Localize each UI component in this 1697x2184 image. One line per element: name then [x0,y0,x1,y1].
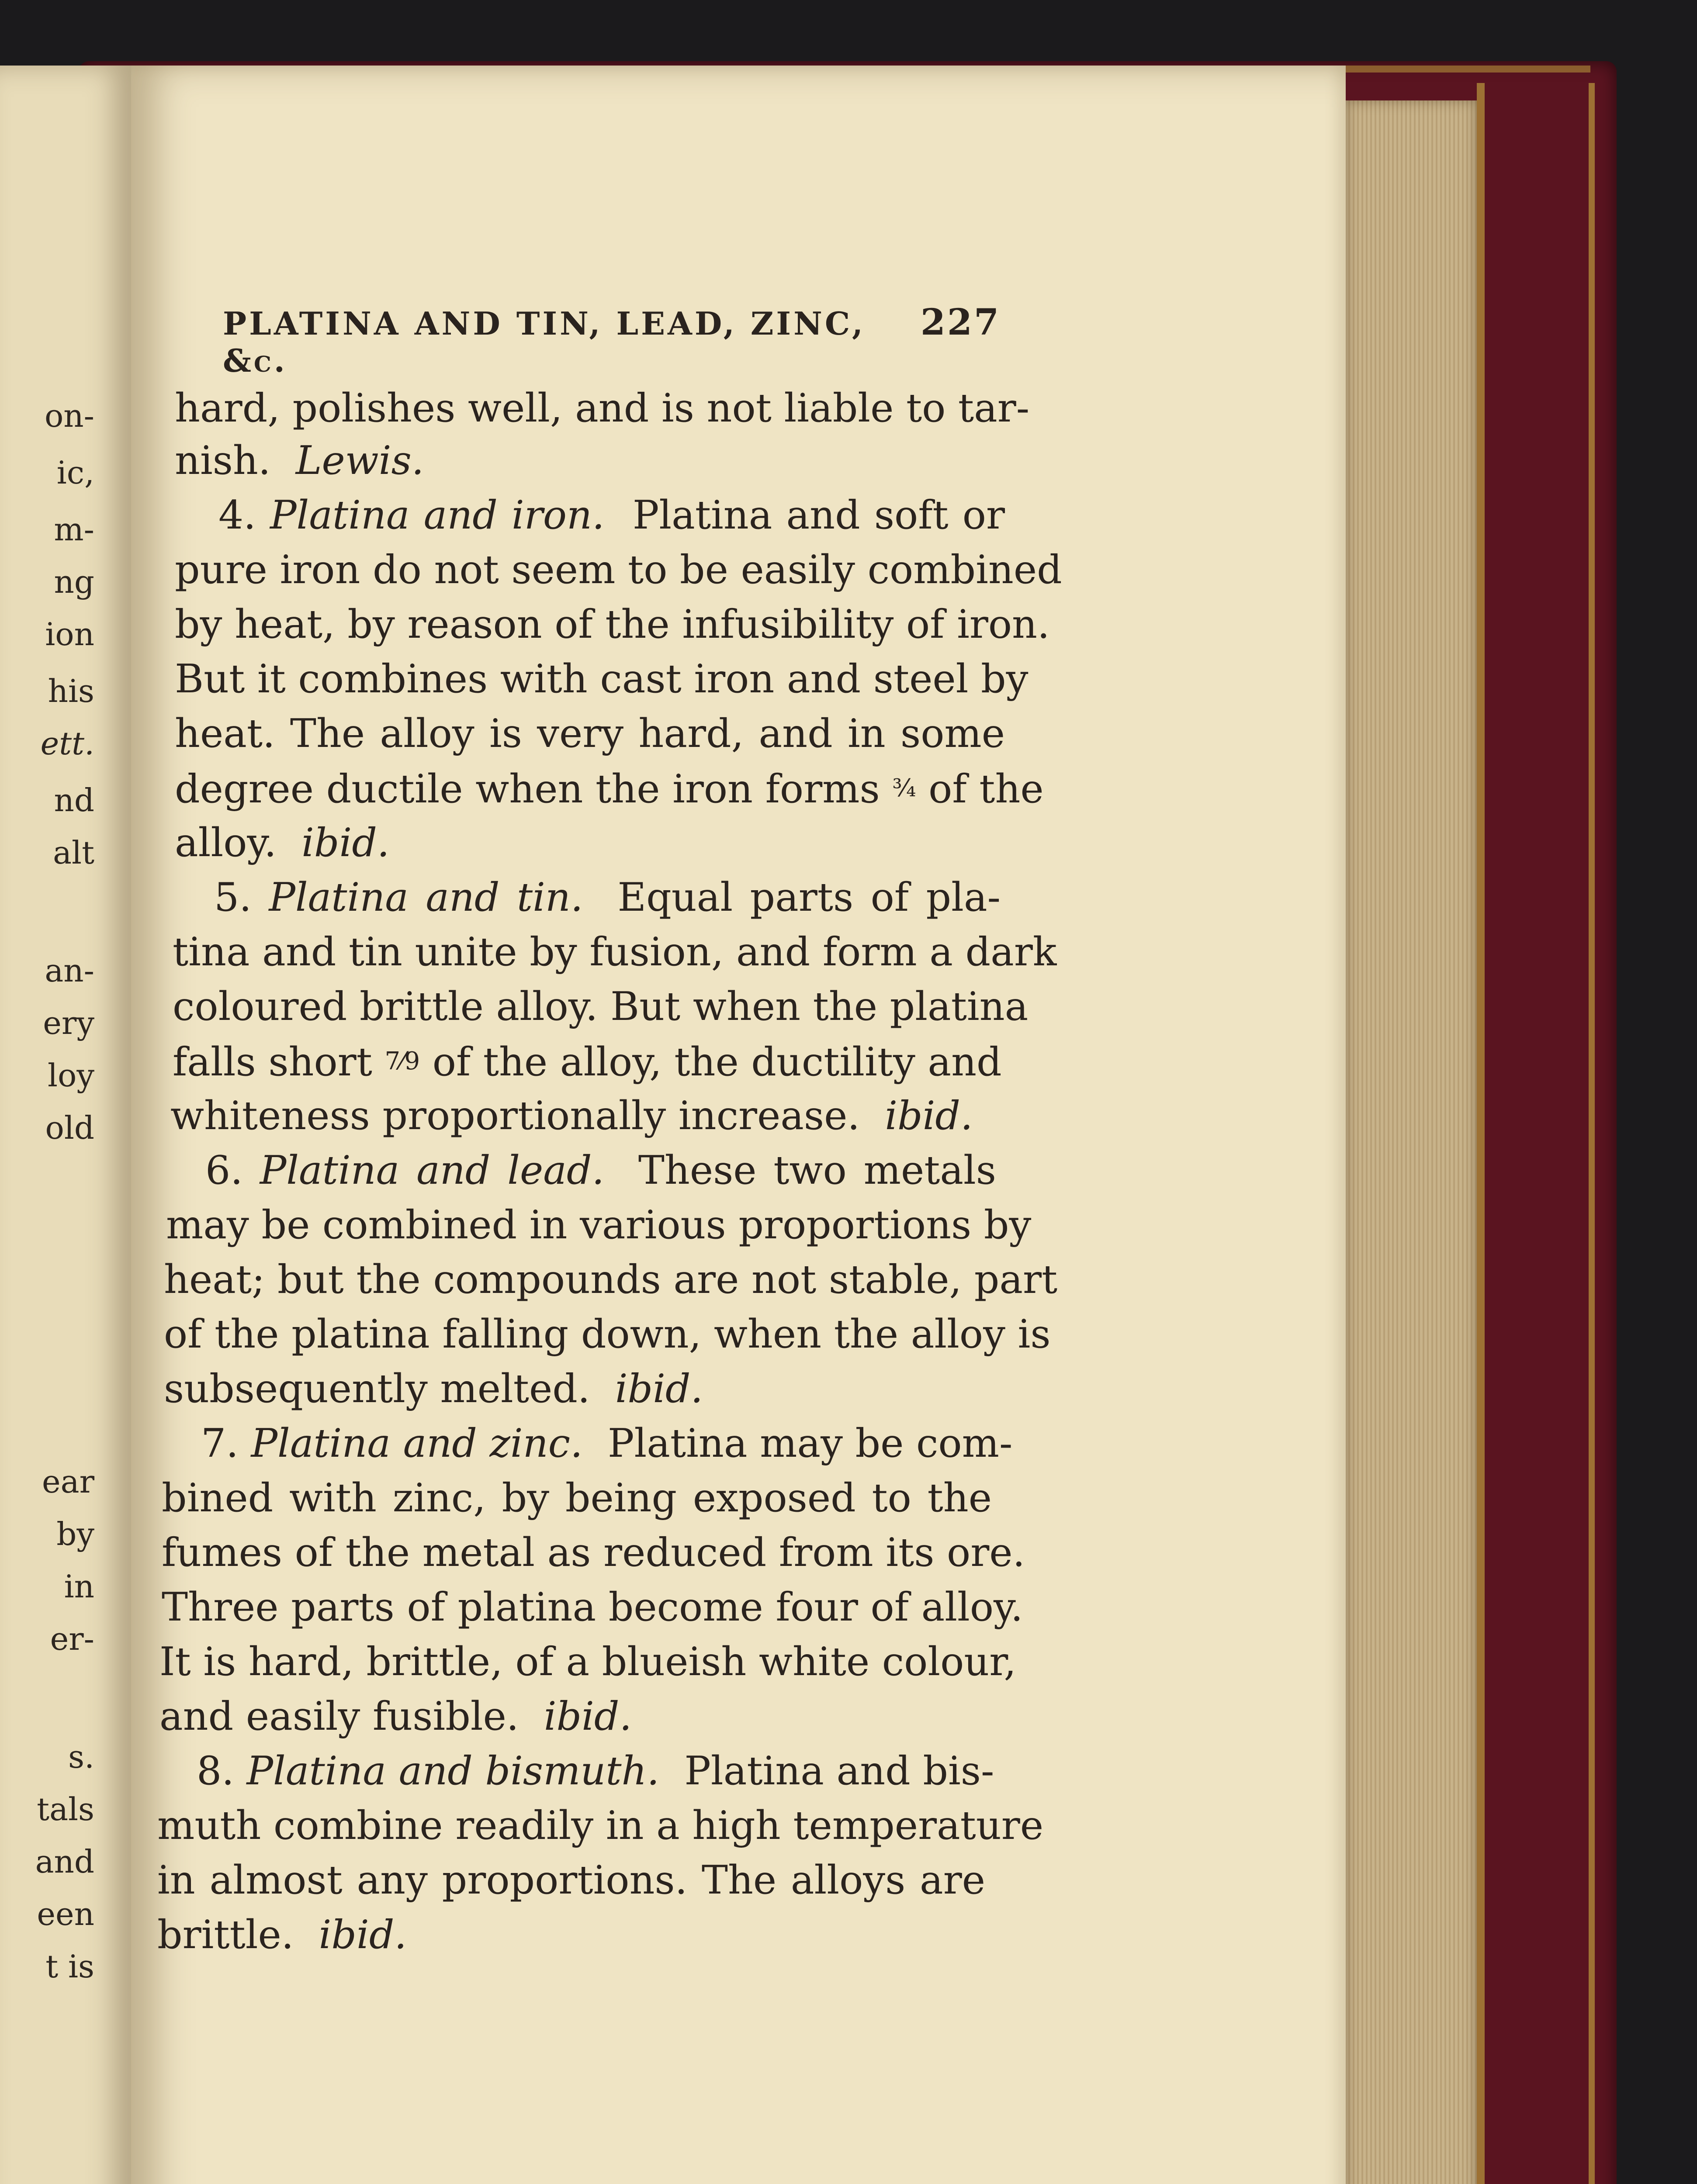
section-number: 8. [197,1748,234,1794]
text: whiteness proportionally increase. [170,1093,860,1139]
citation: ibid. [544,1693,632,1739]
text-line [157,1913,985,1957]
fraction: 7⁄9 [384,1047,420,1075]
left-fragment: ng [54,563,94,600]
left-page [0,66,131,2184]
text: Platina may be com- [607,1420,1013,1466]
left-fragment: ery [43,1005,94,1041]
text: degree ductile when the iron forms [175,766,880,812]
left-fragment: his [48,673,94,709]
text: bined with zinc, by being exposed to the [162,1475,992,1521]
left-fragment: on- [44,397,94,434]
text: coloured brittle alloy. But when the platina [173,984,1029,1030]
text: Platina and soft or [632,492,1005,538]
left-fragment: loy [47,1057,94,1094]
text-line [175,439,1005,483]
text: It is hard, brittle, of a blueish white colour, [159,1639,1017,1685]
running-head-title: PLATINA AND TIN, LEAD, ZINC, &c. [223,305,866,379]
left-fragment: by [56,1516,94,1552]
text-line [170,1094,1001,1138]
left-fragment: ic, [56,454,94,491]
text: may be combined in various proportions by [166,1202,1032,1248]
text-line [175,601,1050,647]
citation: ibid. [885,1093,973,1139]
section-7-heading-line [201,1420,1013,1466]
text: nish. [175,438,271,484]
left-fragment: m- [54,511,94,548]
citation: ibid. [319,1912,407,1958]
left-fragment: alt [53,834,94,871]
left-fragment: an- [45,952,94,989]
text: Three parts of platina become four of alloy. [162,1584,1023,1630]
text: These two metals [638,1147,996,1193]
section-number: 7. [201,1420,239,1466]
text-line [162,1530,1025,1576]
text-line [173,984,1029,1030]
text: pure iron do not seem to be easily combined [175,547,1062,593]
text: heat; but the compounds are not stable, part [164,1257,1058,1303]
text-line [164,1257,1058,1303]
left-fragment: ett. [40,725,94,762]
section-number: 4. [218,492,256,538]
citation: Lewis. [295,438,424,484]
text: muth combine readily in a high temperature [157,1803,1044,1849]
section-title: Platina and zinc. [251,1420,583,1466]
text-line [175,712,1005,756]
text-line [164,1367,994,1411]
text-line [175,821,1005,865]
section-title: Platina and tin. [269,874,583,920]
text-line [164,1311,1051,1357]
text: subsequently melted. [164,1366,590,1412]
section-6-heading-line [205,1149,996,1192]
section-title: Platina and lead. [260,1147,605,1193]
left-fragment: old [45,1109,94,1146]
running-header [223,301,1001,379]
page-number: 227 [920,301,1001,343]
text: Equal parts of pla- [617,874,1001,920]
text: falls short [173,1039,372,1085]
left-fragment: er- [50,1621,94,1657]
text-line [162,1476,992,1520]
section-8-heading-line [197,1748,994,1794]
text: alloy. [175,820,277,866]
left-fragment: and [35,1843,94,1880]
section-4-heading-line [218,494,1005,537]
text: brittle. [157,1912,294,1958]
left-fragment: t is [45,1948,94,1985]
left-fragment: ear [42,1463,94,1500]
text: of the alloy, the ductility and [432,1039,1002,1085]
text-line [173,1040,1001,1084]
text-line [175,656,1029,702]
text-line [175,547,1062,593]
left-fragment: nd [54,782,94,819]
text: and easily fusible. [159,1693,519,1739]
left-fragment: in [64,1568,94,1605]
citation: ibid. [301,820,390,866]
left-fragment: een [37,1896,94,1932]
text: Platina and bis- [684,1748,994,1794]
text-line [157,1859,985,1902]
text: of the platina falling down, when the alloy is [164,1311,1051,1357]
left-fragment: s. [68,1738,94,1775]
text: heat. The alloy is very hard, and in some [175,711,1005,757]
text: But it combines with cast iron and steel by [175,656,1029,702]
section-title: Platina and iron. [270,492,605,538]
text-line [175,385,1030,431]
text-line [157,1803,1044,1849]
text: by heat, by reason of the infusibility of iron. [175,601,1050,647]
left-fragment: tals [37,1791,94,1828]
text-line [159,1639,1017,1685]
text: hard, polishes well, and is not liable to tar- [175,385,1030,431]
left-fragment: ion [45,616,94,653]
gilt-border-right [1477,83,1595,2184]
text: tina and tin unite by fusion, and form a dark [173,929,1057,975]
text: of the [928,766,1044,812]
section-5-heading-line [214,876,1001,919]
section-number: 5. [214,874,252,920]
text-line [162,1584,1023,1630]
section-number: 6. [205,1147,243,1193]
text-line [173,929,1057,975]
section-title: Platina and bismuth. [246,1748,660,1794]
text: fumes of the metal as reduced from its ore. [162,1530,1025,1576]
text-line [159,1695,990,1738]
page-edges [1346,100,1477,2184]
text: in almost any proportions. The alloys are [157,1857,985,1903]
text-line [166,1202,1032,1248]
fraction: ¾ [892,774,916,802]
text-line [175,766,1044,812]
citation: ibid. [615,1366,703,1412]
